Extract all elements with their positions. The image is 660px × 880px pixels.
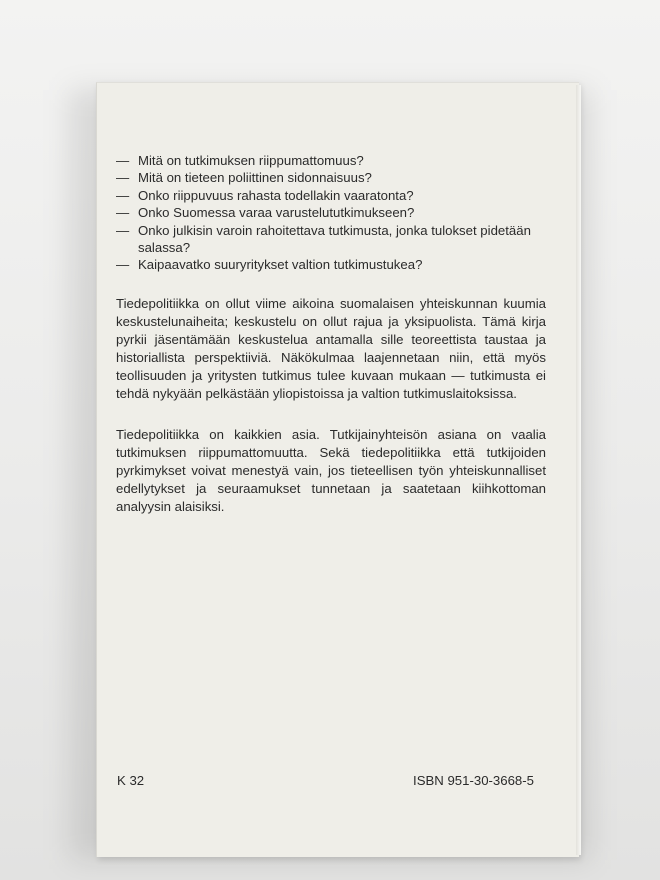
question-text: Onko riippuvuus rahasta todellakin vaaratonta? xyxy=(138,187,414,203)
question-text: Mitä on tutkimuksen riippumattomuus? xyxy=(138,153,364,168)
question-text: Onko Suomessa varaa varustelututkimukseen? xyxy=(138,205,415,221)
question-item xyxy=(116,222,546,257)
question-item xyxy=(116,187,546,204)
question-item xyxy=(116,204,546,221)
question-list xyxy=(116,152,546,274)
question-item xyxy=(116,152,546,169)
question-text: Mitä on tieteen poliittinen sidonnaisuus? xyxy=(138,170,372,186)
dash-mark: — xyxy=(116,222,130,238)
description-paragraph-1: Tiedepolitiikka on ollut viime aikoina suomalaisen yhteiskunnan kuumia keskustelunaiheita; keskustelu on ollut rajua ja yksipuolista. Tämä kirja pyrkii jäsentämään keskustelua antamalla sille teoreettista taustaa ja historiallista perspektiiviä. Näkökulmaa laajennetaan niin, että myös teollisuuden ja yritysten tutkimus tulee kuvaan mukaan — tutkimusta ei tehdä nykyään pelkästään yliopistoissa ja valtion tutkimuslaitoksissa. xyxy=(116,296,546,402)
question-text: Kaipaavatko suuryritykset valtion tutkimustukea? xyxy=(138,257,423,273)
dash-mark: — xyxy=(116,205,130,221)
dash-mark: — xyxy=(116,257,130,273)
dash-mark: — xyxy=(116,170,130,186)
description-paragraph-2: Tiedepolitiikka on kaikkien asia. Tutkijainyhteisön asiana on vaalia tutkimuksen riippumattomuutta. Sekä tiedepolitiikka että tutkijoiden pyrkimykset voivat menestyä vain, jos tieteellisen työn yhteiskunnalliset edellytykset ja seuraamukset tunnetaan ja saatetaan kiihkottoman analyysin alaisiksi. xyxy=(116,427,546,515)
series-code: K 32 xyxy=(117,773,145,788)
book-page-edge xyxy=(576,85,581,855)
dash-mark: — xyxy=(116,153,130,168)
question-item xyxy=(116,256,546,273)
question-text: Onko julkisin varoin rahoitettava tutkimusta, jonka tulokset pidetään salassa? xyxy=(138,222,531,256)
isbn-number: ISBN 951-30-3668-5 xyxy=(413,773,534,788)
question-item xyxy=(116,169,546,186)
dash-mark: — xyxy=(116,187,130,203)
